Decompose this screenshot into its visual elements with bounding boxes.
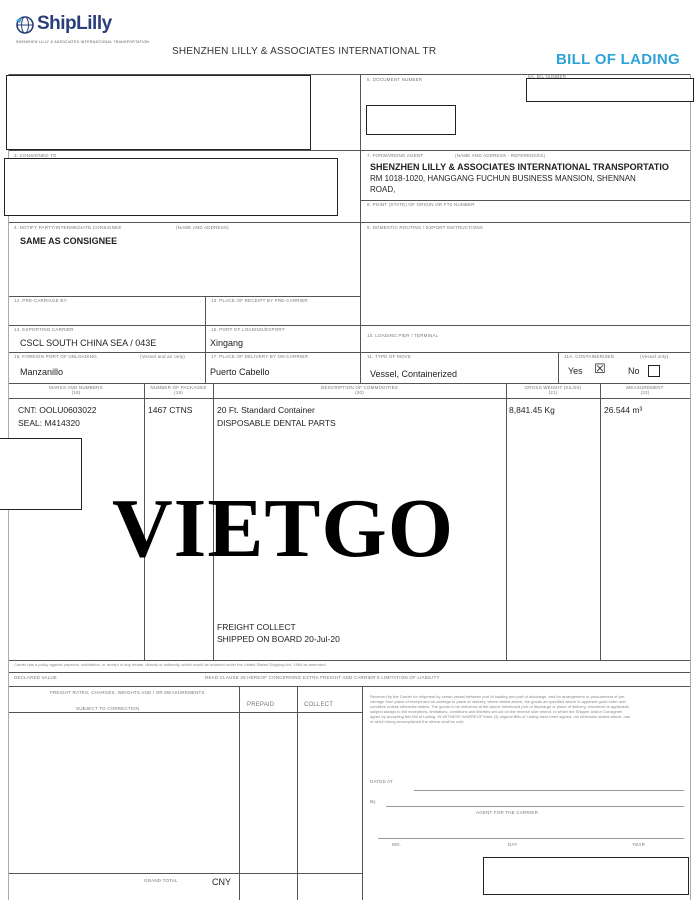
gross-weight-value: 8,841.45 Kg — [509, 405, 555, 415]
containerized-no-label: No — [628, 366, 640, 376]
marks-line-1: CNT: OOLU0603022 — [18, 405, 97, 415]
rule — [8, 222, 690, 223]
signature-line — [386, 806, 684, 807]
redacted-bl-number — [526, 78, 694, 102]
containerized-yes-label: Yes — [568, 366, 583, 376]
packages-header: NUMBER OF PACKAGES (19) — [150, 385, 207, 395]
rule — [690, 74, 691, 900]
rule — [205, 296, 206, 384]
containerized-label: 11A. CONTAINERIZED — [564, 354, 615, 359]
port-of-loading-label: 15. PORT OF LOADING/EXPORT — [211, 327, 285, 332]
consigned-to-label: 3. CONSIGNED TO — [14, 153, 57, 158]
rule — [8, 873, 362, 874]
exporting-carrier-label: 14. EXPORTING CARRIER — [14, 327, 74, 332]
exporting-carrier-value: CSCL SOUTH CHINA SEA / 043E — [20, 338, 157, 348]
rule — [8, 296, 360, 297]
date-line — [378, 838, 684, 839]
loading-pier-label: 10. LOADING PIER / TERMINAL — [367, 333, 439, 338]
pre-carriage-label: 12. PRE-CARRIAGE BY — [14, 298, 67, 303]
rule — [8, 383, 690, 384]
collect-header: COLLECT — [304, 702, 334, 708]
document-number-label: 5. DOCUMENT NUMBER — [367, 77, 423, 82]
containerized-note: (Vessel only) — [640, 354, 669, 359]
rule — [8, 712, 362, 713]
shipped-on-board: SHIPPED ON BOARD 20-Jul-20 — [217, 634, 340, 644]
freight-collect: FREIGHT COLLECT — [217, 622, 296, 632]
rule — [506, 383, 507, 660]
rule — [8, 352, 690, 353]
redacted-consignee — [4, 158, 338, 216]
type-of-move-label: 11. TYPE OF MOVE — [367, 354, 412, 359]
notify-party-note: (NAME AND ADDRESS) — [176, 225, 229, 230]
company-name: SHENZHEN LILLY & ASSOCIATES INTERNATIONAL TR — [172, 46, 437, 57]
place-of-delivery-value: Puerto Cabello — [210, 367, 270, 377]
rule — [360, 74, 361, 384]
rule — [8, 398, 690, 399]
description-line-1: 20 Ft. Standard Container — [217, 405, 315, 415]
domestic-routing-label: 9. DOMESTIC ROUTING / EXPORT INSTRUCTIONS — [367, 225, 484, 230]
carrier-liability-clause: Carrier has a policy against payment, solicitation, or receipt of any rebate, directly or indirectly, which would be unlawful under the United States Shipping Act, 1984 as amended. — [14, 662, 327, 667]
foreign-port-value: Manzanillo — [20, 367, 64, 377]
month-label: MO. — [392, 842, 402, 847]
declared-value-label: DECLARED VALUE — [14, 675, 57, 680]
forwarding-agent-address-2: ROAD, — [370, 185, 396, 194]
globe-icon — [14, 14, 36, 36]
gross-weight-header: GROSS WEIGHT (KILOS) (21) — [524, 385, 582, 395]
redacted-document-number — [366, 105, 456, 135]
declared-value-note: READ CLAUSE 29 HEREOF CONCERNING EXTRA FREIGHT AND CARRIER'S LIMITATION OF LIABILITY — [205, 675, 440, 680]
subject-correction-label: SUBJECT TO CORRECTION — [76, 706, 140, 711]
rule — [362, 686, 363, 900]
rule — [8, 672, 690, 673]
marks-line-2: SEAL: M414320 — [18, 418, 80, 428]
forwarding-agent-label: 7. FORWARDING AGENT — [367, 153, 424, 158]
logo-tagline: SHENZHEN LILLY & ASSOCIATES INTERNATIONAL TRANSPORTATION — [16, 40, 150, 44]
logo-name: ShipLilly — [37, 13, 112, 34]
forwarding-agent-name: SHENZHEN LILLY & ASSOCIATES INTERNATIONAL TRANSPORTATIO — [370, 162, 669, 172]
description-header: DESCRIPTION OF COMMODITIES (20) — [321, 385, 398, 395]
dated-at-label: DATED AT — [370, 779, 393, 784]
measurement-header: MEASUREMENT (22) — [626, 385, 664, 395]
grand-total-currency: CNY — [212, 877, 232, 887]
document-title: BILL OF LADING — [556, 51, 680, 68]
dated-at-line — [414, 790, 684, 791]
description-line-2: DISPOSABLE DENTAL PARTS — [217, 418, 336, 428]
foreign-port-label: 16. FOREIGN PORT OF UNLOADING — [14, 354, 97, 359]
measurement-value: 26.544 m³ — [604, 405, 643, 415]
port-of-loading-value: Xingang — [210, 338, 244, 348]
forwarding-agent-note: (NAME AND ADDRESS - REFERENCES) — [455, 153, 546, 158]
rule — [558, 352, 559, 384]
rule — [8, 686, 690, 687]
grand-total-label: GRAND TOTAL — [144, 878, 178, 883]
watermark: VIETGO — [112, 482, 455, 575]
rule — [8, 325, 690, 326]
notify-party-label: 4. NOTIFY PARTY/INTERMEDIATE CONSIGNEE — [14, 225, 122, 230]
packages-value: 1467 CTNS — [148, 405, 193, 415]
place-of-receipt-label: 13. PLACE OF RECEIPT BY PRE-CARRIER — [211, 298, 308, 303]
prepaid-header: PREPAID — [247, 702, 275, 708]
rule — [239, 686, 240, 900]
forwarding-agent-address: RM 1018-1020, HANGGANG FUCHUN BUSINESS MANSION, SHENNAN — [370, 174, 636, 183]
rule — [8, 660, 690, 661]
redacted-signature — [483, 857, 689, 895]
by-label: By — [370, 799, 376, 804]
redacted-marks — [0, 438, 82, 510]
logo — [14, 12, 150, 48]
notify-party-value: SAME AS CONSIGNEE — [20, 236, 118, 246]
containerized-no-checkbox[interactable] — [648, 365, 660, 377]
type-of-move-value: Vessel, Containerized — [370, 369, 458, 379]
bl-number-label: 5A. B/L NUMBER — [528, 74, 567, 79]
year-label: YEAR — [632, 842, 646, 847]
rule — [600, 383, 601, 660]
rule — [360, 200, 690, 201]
foreign-port-note: (Vessel and air only) — [140, 354, 185, 359]
rule — [360, 150, 690, 151]
point-of-origin-label: 8. POINT (STATE) OF ORIGIN OR FTZ NUMBER — [367, 202, 475, 207]
day-label: DAY — [508, 842, 518, 847]
rule — [8, 150, 360, 151]
agent-for-carrier-label: AGENT FOR THE CARRIER — [476, 810, 539, 815]
terms-text: Received by the Carrier for shipment by ocean vessel between port of loading and port of discharge, and for arrangement or procurement of pre-carriage from place of receipt and on-carriage to place of delivery, where stated above, the goods as specified above in apparent good order and condition unless otherwise stated. The goods to be delivered at the above mentioned port of discharge or place of delivery, whichever is applicable, subject always to the exceptions, limitations, conditions and liberties set out on the reverse side hereof, to which the Shipper and/or Consignee agree by accepting this Bill of Lading. IN WITNESS WHEREOF three (3) original Bills of Lading have been signed, not otherwise stated above, one of which being accomplished the others shall be void. — [370, 694, 631, 724]
containerized-yes-checkbox[interactable]: ☒ — [594, 361, 606, 376]
redacted-shipper — [6, 75, 311, 150]
rule — [297, 686, 298, 900]
marks-header: MARKS AND NUMBERS (18) — [49, 385, 103, 395]
freight-rates-label: FREIGHT RATES, CHARGES, WEIGHTS AND / OR MEASUREMENTS — [50, 690, 205, 695]
place-of-delivery-label: 17. PLACE OF DELIVERY BY ON-CARRIER — [211, 354, 309, 359]
